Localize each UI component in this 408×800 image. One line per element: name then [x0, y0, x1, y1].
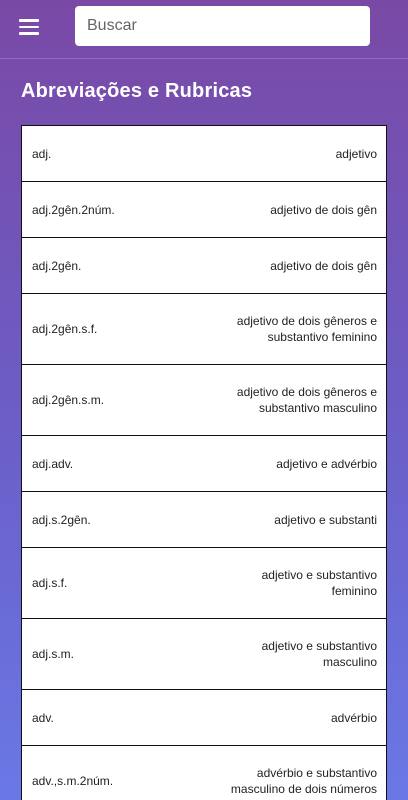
table-row[interactable] [22, 238, 386, 294]
table-row[interactable] [22, 548, 386, 619]
menu-bar-line [19, 26, 39, 29]
abbreviation-cell: adj.2gên.s.m. [32, 393, 105, 407]
menu-bar-line [19, 19, 39, 22]
meaning-cell: adjetivo [335, 146, 377, 161]
menu-bar-line [19, 32, 39, 35]
abbreviation-cell: adj. [32, 146, 52, 161]
abbreviations-table [21, 125, 387, 800]
meaning-cell: advérbio e substantivo masculino de dois números [230, 766, 377, 796]
table-row[interactable] [22, 182, 386, 238]
abbreviation-cell: adj.adv. [32, 456, 74, 471]
abbreviation-cell: adj.2gên.2núm. [32, 202, 115, 217]
abbreviation-cell: adj.s.f. [32, 576, 68, 590]
abbreviation-cell: adj.2gên. [32, 258, 82, 273]
meaning-cell: adjetivo de dois gên [270, 202, 377, 217]
meaning-cell: adjetivo de dois gêneros e substantivo feminino [236, 314, 377, 344]
meaning-cell: adjetivo de dois gêneros e substantivo masculino [236, 385, 377, 415]
table-row[interactable] [22, 690, 386, 746]
meaning-cell: adjetivo e substantivo masculino [261, 639, 377, 669]
meaning-cell: adjetivo e substantivo feminino [261, 568, 377, 598]
abbreviation-cell: adj.s.2gên. [32, 512, 91, 527]
hamburger-menu-icon[interactable] [14, 12, 44, 42]
top-app-bar [0, 0, 408, 58]
abbreviation-cell: adv.,s.m.2núm. [32, 774, 114, 788]
abbreviation-cell: adv. [32, 710, 54, 725]
abbreviation-cell: adj.s.m. [32, 647, 75, 661]
meaning-cell: adjetivo de dois gên [270, 258, 377, 273]
table-row[interactable] [22, 619, 386, 690]
table-row[interactable] [22, 126, 386, 182]
table-row[interactable] [22, 436, 386, 492]
search-input[interactable] [75, 6, 370, 46]
meaning-cell: adjetivo e substanti [274, 512, 377, 527]
table-row[interactable] [22, 492, 386, 548]
meaning-cell: adjetivo e advérbio [276, 456, 377, 471]
page-title: Abreviações e Rubricas [21, 80, 253, 102]
table-row[interactable] [22, 746, 386, 800]
header-divider [0, 58, 408, 59]
table-row[interactable] [22, 294, 386, 365]
abbreviation-cell: adj.2gên.s.f. [32, 322, 98, 336]
meaning-cell: advérbio [330, 710, 377, 725]
table-row[interactable] [22, 365, 386, 436]
